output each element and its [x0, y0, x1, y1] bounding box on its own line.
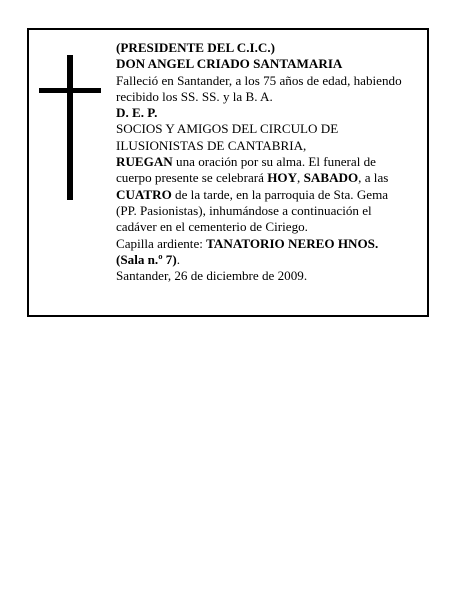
place-date: Santander, 26 de diciembre de 2009. [116, 268, 308, 284]
funeral-cuatro: CUATRO [116, 186, 172, 202]
funeral-hoy: HOY [267, 170, 298, 186]
request-bold: RUEGAN [116, 154, 173, 170]
funeral-l2-sep: , [297, 170, 304, 186]
funeral-l2-a: cuerpo presente se celebrará [116, 170, 268, 186]
request-rest: una oración por su alma. El funeral de [172, 154, 376, 170]
title-role: (PRESIDENTE DEL C.I.C.) [116, 40, 275, 55]
obituary-notice [27, 28, 429, 317]
funeral-l2-b: , a las [358, 170, 389, 186]
death-line-1: Falleció en Santander, a los 75 años de edad, habiendo [116, 72, 402, 88]
funeral-line-3 [116, 187, 418, 203]
cross-horizontal-bar [39, 88, 101, 93]
funeral-line-4: (PP. Pasionistas), inhumándose a continuación el [116, 202, 372, 218]
funeral-line-5: cadáver en el cementerio de Ciriego. [116, 219, 308, 235]
death-line-2: recibido los SS. SS. y la B. A. [116, 88, 273, 104]
chapel-room-line [116, 252, 418, 268]
deceased-name: DON ANGEL CRIADO SANTAMARIA [116, 56, 343, 72]
org-line-1: SOCIOS Y AMIGOS DEL CIRCULO DE [116, 121, 339, 137]
funeral-line-2 [116, 170, 418, 186]
cross-icon [39, 55, 101, 200]
chapel-line [116, 236, 418, 252]
cross-vertical-bar [67, 55, 73, 200]
funeral-l3-rest: de la tarde, en la parroquia de Sta. Gema [171, 186, 389, 202]
chapel-period: . [176, 251, 180, 267]
chapel-room: (Sala n.º 7) [116, 251, 177, 267]
funeral-sabado: SABADO [303, 170, 359, 186]
org-line-2: ILUSIONISTAS DE CANTABRIA, [116, 137, 307, 153]
notice-text [116, 40, 418, 284]
dep-line: D. E. P. [116, 105, 158, 121]
chapel-label: Capilla ardiente: [116, 235, 207, 251]
chapel-name: TANATORIO NEREO HNOS. [206, 235, 379, 251]
request-line [116, 154, 418, 170]
